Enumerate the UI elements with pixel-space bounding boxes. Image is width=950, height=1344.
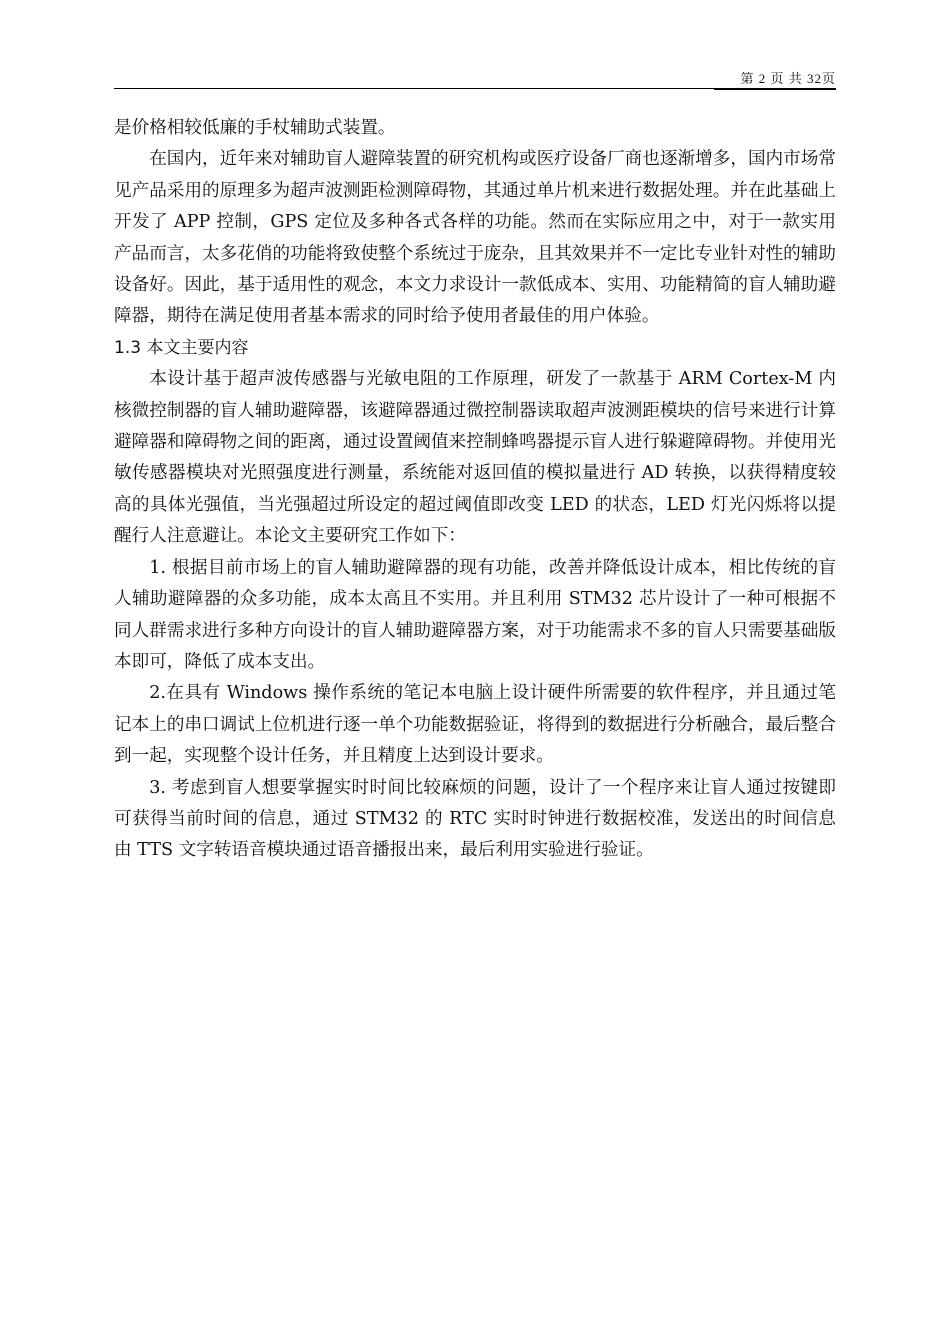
list-item-2: 2.在具有 Windows 操作系统的笔记本电脑上设计硬件所需要的软件程序，并且通过笔记本上的串口调试上位机进行逐一单个功能数据验证，将得到的数据进行分析融合，最后整合到一起，实现整个设计任务，并且精度上达到设计要求。 [114, 683, 836, 767]
paragraph-design-overview: 本设计基于超声波传感器与光敏电阻的工作原理，研发了一款基于 ARM Cortex-M 内核微控制器的盲人辅助避障器，该避障器通过微控制器读取超声波测距模块的信号来进行计算避障器和障碍物之间的距离，通过设置阈值来控制蜂鸣器提示盲人进行躲避障碍物。并使用光敏传感器模块对光照强度进行测量，系统能对返回值的模拟量进行 AD 转换，以获得精度较高的具体光强值，当光强超过所设定的超过阈值即改变 LED 的状态，LED 灯光闪烁将以提醒行人注意避让。本论文主要研究工作如下： [114, 369, 836, 547]
header-underline [714, 89, 836, 90]
list-item-1: 1. 根据目前市场上的盲人辅助避障器的现有功能，改善并降低设计成本，相比传统的盲人辅助避障器的众多功能，成本太高且不实用。并且利用 STM32 芯片设计了一种可根据不同人群需求进行多种方向设计的盲人辅助避障器方案，对于功能需求不多的盲人只需要基础版本即可，降低了成本支出。 [114, 557, 836, 672]
list-item-3: 3. 考虑到盲人想要掌握实时时间比较麻烦的问题，设计了一个程序来让盲人通过按键即可获得当前时间的信息，通过 STM32 的 RTC 实时时钟进行数据校准，发送出的时间信息由 TTS 文字转语音模块通过语音播报出来，最后利用实验进行验证。 [114, 777, 836, 861]
page-number-label: 第 2 页 共 32页 [740, 71, 836, 86]
paragraph-domestic-research: 在国内，近年来对辅助盲人避障装置的研究机构或医疗设备厂商也逐渐增多，国内市场常见产品采用的原理多为超声波测距检测障碍物，其通过单片机来进行数据处理。并在此基础上开发了 APP 控制，GPS 定位及多种各式各样的功能。然而在实际应用之中，对于一款实用产品而言，太多花俏的功能将致使整个系统过于庞杂，且其效果并不一定比专业针对性的辅助设备好。因此，基于适用性的观念，本文力求设计一款低成本、实用、功能精简的盲人辅助避障器，期待在满足使用者基本需求的同时给予使用者最佳的用户体验。 [114, 149, 836, 327]
document-body [114, 113, 836, 867]
paragraph-continued: 是价格相较低廉的手杖辅助式装置。 [114, 118, 396, 138]
section-heading: 1.3 本文主要内容 [114, 337, 249, 358]
page-header [114, 66, 836, 89]
